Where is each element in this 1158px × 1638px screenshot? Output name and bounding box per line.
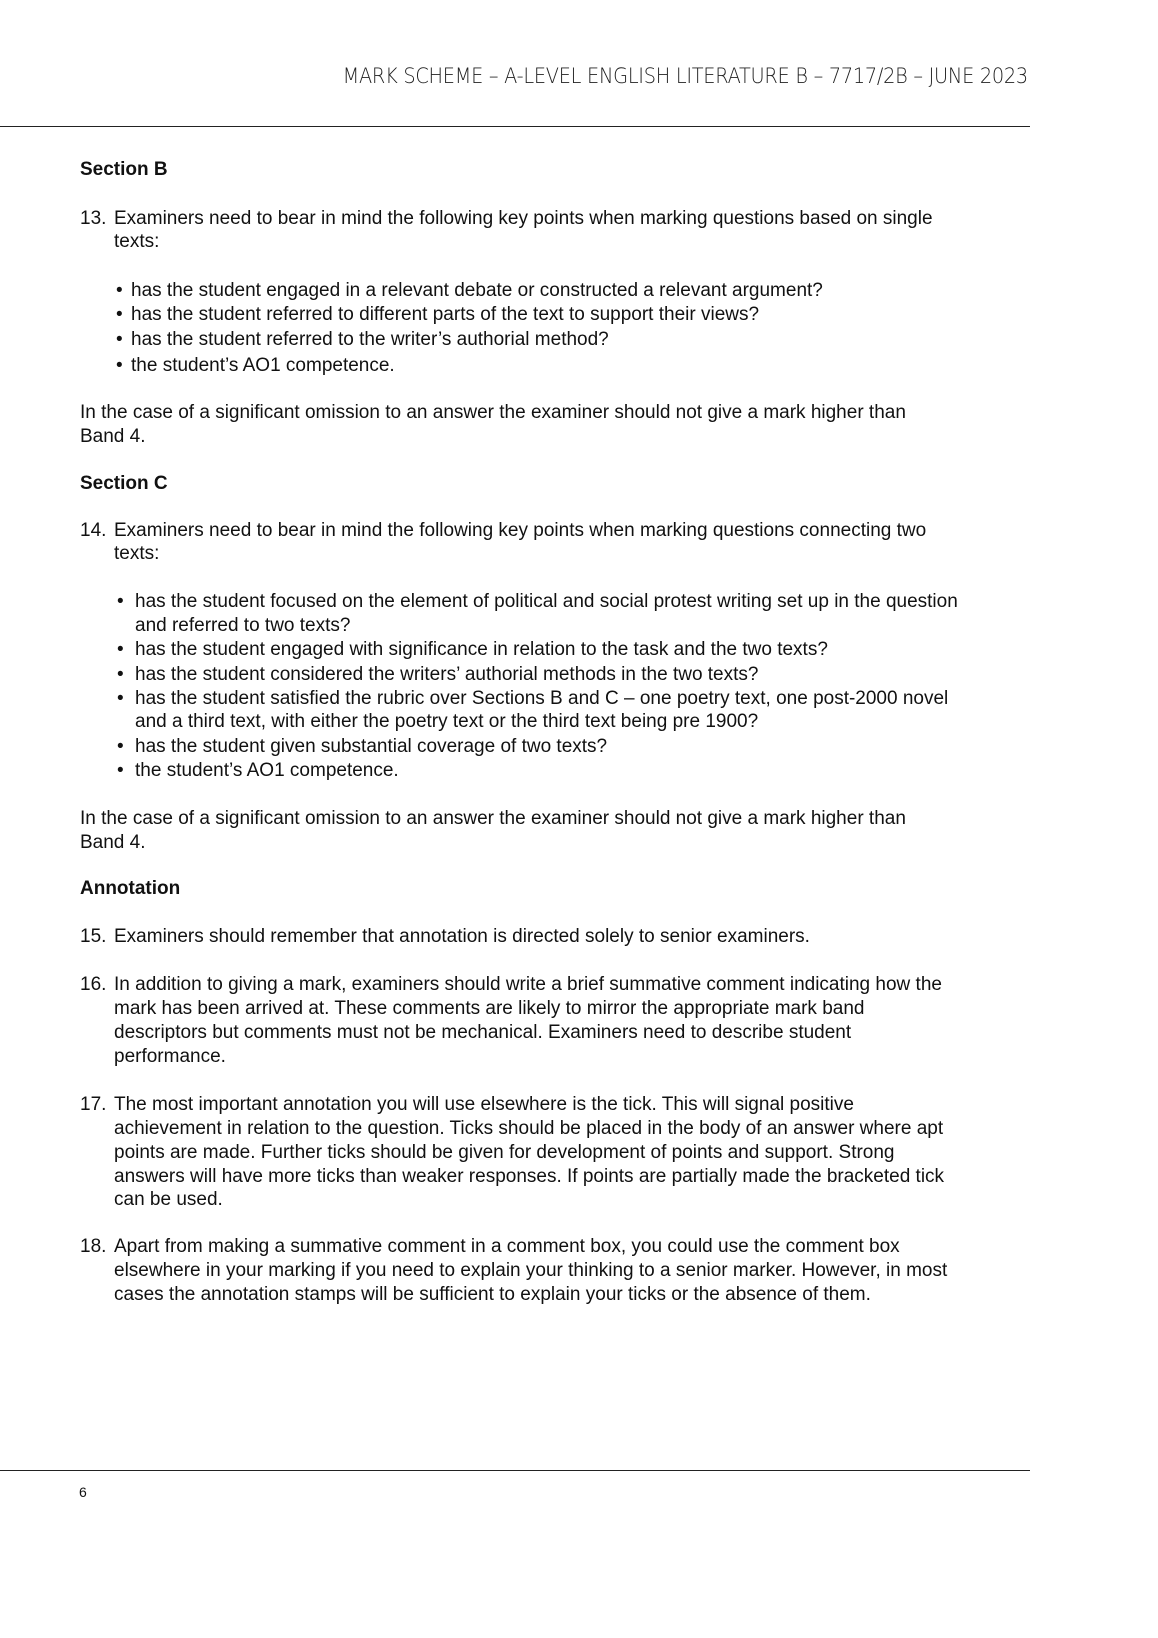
- note-line: Band 4.: [80, 426, 146, 447]
- item-text-line: elsewhere in your marking if you need to explain your thinking to a senior marker. However, in most: [114, 1260, 948, 1281]
- bullet-text: and referred to two texts?: [135, 615, 351, 636]
- bullet-icon: •: [116, 355, 123, 376]
- item-text-line: texts:: [114, 543, 160, 564]
- bullet-icon: •: [117, 688, 124, 709]
- section-heading: Annotation: [80, 878, 181, 899]
- note-line: In the case of a significant omission to an answer the examiner should not give a mark higher than: [80, 808, 906, 829]
- item-text-line: mark has been arrived at. These comments are likely to mirror the appropriate mark band: [114, 998, 865, 1019]
- item-text-line: Apart from making a summative comment in a comment box, you could use the comment box: [114, 1236, 900, 1257]
- item-number: 13.: [80, 208, 107, 229]
- item-text-line: Examiners need to bear in mind the following key points when marking questions connecting two: [114, 520, 927, 541]
- item-text-line: descriptors but comments must not be mechanical. Examiners need to describe student: [114, 1022, 852, 1043]
- bullet-text: has the student considered the writers’ authorial methods in the two texts?: [135, 664, 759, 685]
- footer-rule: [0, 1470, 1030, 1471]
- bullet-icon: •: [116, 329, 123, 350]
- item-text-line: achievement in relation to the question. Ticks should be placed in the body of an answer where apt: [114, 1118, 944, 1139]
- bullet-text: has the student referred to the writer’s authorial method?: [131, 329, 609, 350]
- item-text-line: The most important annotation you will use elsewhere is the tick. This will signal positive: [114, 1094, 854, 1115]
- item-text-line: cases the annotation stamps will be sufficient to explain your ticks or the absence of them.: [114, 1284, 871, 1305]
- bullet-icon: •: [117, 639, 124, 660]
- note-line: Band 4.: [80, 832, 146, 853]
- item-text-line: Examiners should remember that annotation is directed solely to senior examiners.: [114, 926, 810, 947]
- item-text-line: performance.: [114, 1046, 226, 1067]
- bullet-icon: •: [117, 664, 124, 685]
- bullet-icon: •: [117, 736, 124, 757]
- bullet-text: the student’s AO1 competence.: [135, 760, 399, 781]
- item-text-line: points are made. Further ticks should be given for development of points and support. Strong: [114, 1142, 895, 1163]
- bullet-text: has the student satisfied the rubric over Sections B and C – one poetry text, one post-2000 novel: [135, 688, 949, 709]
- item-text-line: texts:: [114, 231, 160, 252]
- item-number: 18.: [80, 1236, 107, 1257]
- item-number: 17.: [80, 1094, 107, 1115]
- note-line: In the case of a significant omission to an answer the examiner should not give a mark higher than: [80, 402, 906, 423]
- item-text-line: Examiners need to bear in mind the following key points when marking questions based on single: [114, 208, 933, 229]
- bullet-icon: •: [117, 591, 124, 612]
- document-header: MARK SCHEME – A-LEVEL ENGLISH LITERATURE B – 7717/2B – JUNE 2023: [342, 64, 1028, 88]
- bullet-text: has the student engaged with significance in relation to the task and the two texts?: [135, 639, 828, 660]
- header-rule: [0, 126, 1030, 127]
- bullet-icon: •: [116, 304, 123, 325]
- item-text-line: In addition to giving a mark, examiners should write a brief summative comment indicating how the: [114, 974, 942, 995]
- item-number: 15.: [80, 926, 107, 947]
- bullet-text: has the student focused on the element of political and social protest writing set up in the question: [135, 591, 958, 612]
- section-heading: Section C: [80, 473, 168, 494]
- section-heading: Section B: [80, 159, 168, 180]
- item-number: 14.: [80, 520, 107, 541]
- bullet-text: and a third text, with either the poetry text or the third text being pre 1900?: [135, 711, 759, 732]
- page-number: 6: [79, 1484, 87, 1500]
- item-text-line: can be used.: [114, 1189, 223, 1210]
- bullet-text: has the student engaged in a relevant debate or constructed a relevant argument?: [131, 280, 823, 301]
- bullet-text: has the student given substantial coverage of two texts?: [135, 736, 608, 757]
- bullet-text: the student’s AO1 competence.: [131, 355, 395, 376]
- item-number: 16.: [80, 974, 107, 995]
- bullet-icon: •: [116, 280, 123, 301]
- item-text-line: answers will have more ticks than weaker responses. If points are partially made the bracketed tick: [114, 1166, 945, 1187]
- bullet-icon: •: [117, 760, 124, 781]
- bullet-text: has the student referred to different parts of the text to support their views?: [131, 304, 760, 325]
